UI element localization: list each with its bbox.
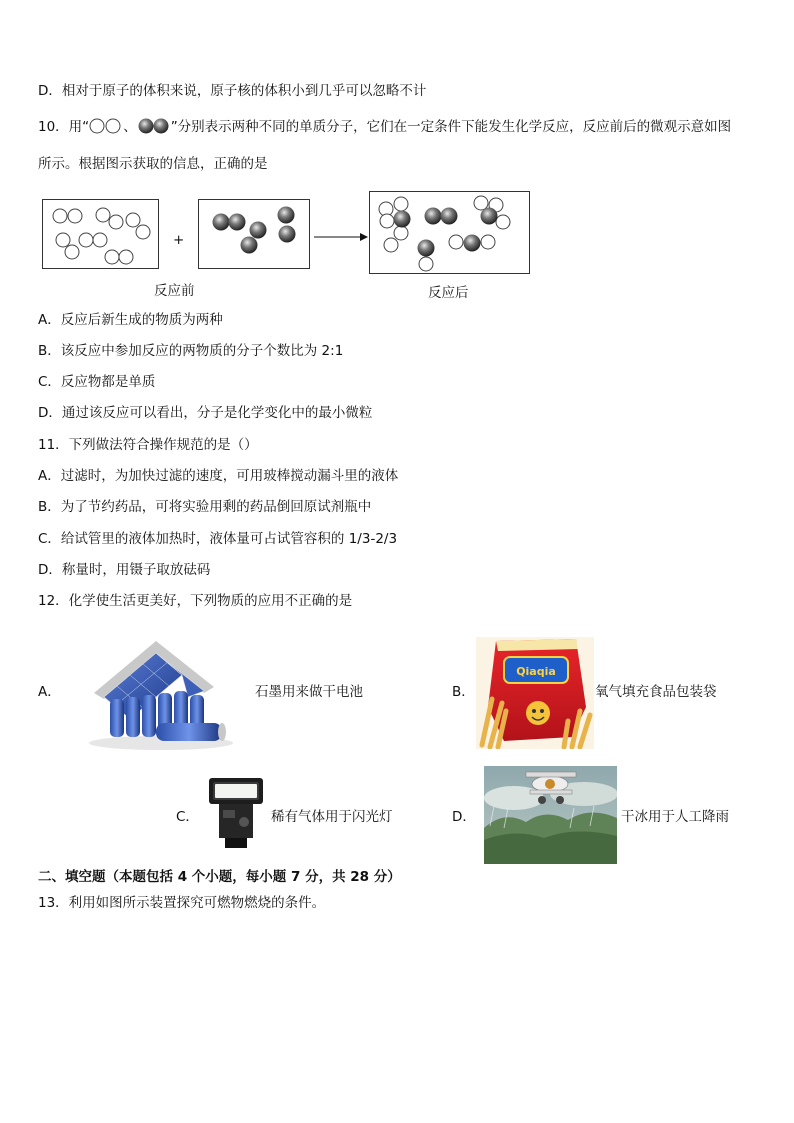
q11-option-b: B．为了节约药品，可将实验用剩的药品倒回原试剂瓶中 (38, 499, 372, 515)
product-box (369, 191, 530, 274)
q12-d-letter: D． (452, 809, 476, 825)
q10-option-d: D．通过该反应可以看出，分子是化学变化中的最小微粒 (38, 405, 373, 421)
camera-flash-image (205, 776, 267, 850)
q10-stem-line1: 10．用“ 、 ”分别表示两种不同的单质分子，它们在一定条件下能发生化学反应，反应前后的微观示意如图 (38, 119, 732, 135)
q12-b-text: 氧气填充食品包装袋 (595, 684, 717, 700)
q12-stem: 12．化学使生活更美好，下列物质的应用不正确的是 (38, 593, 353, 609)
white-molecules-group (43, 200, 158, 268)
q11-stem: 11．下列做法符合操作规范的是（） (38, 437, 258, 453)
q12-c-letter: C． (176, 809, 199, 825)
product-molecules-group (370, 192, 529, 273)
snack-brand: Qiaqia (516, 665, 556, 678)
before-label: 反应前 (154, 283, 195, 299)
q12-a-text: 石墨用来做干电池 (255, 684, 363, 700)
after-label: 反应后 (428, 285, 469, 301)
q11-option-d: D．称量时，用镊子取放砝码 (38, 562, 211, 578)
q9-option-d: D．相对于原子的体积来说，原子核的体积小到几乎可以忽略不计 (38, 83, 427, 99)
solar-house-battery-image (86, 635, 236, 751)
q11-option-a: A．过滤时，为加快过滤的速度，可用玻棒搅动漏斗里的液体 (38, 468, 399, 484)
snack-bag-image (476, 637, 594, 749)
cloud-seeding-plane-image (484, 766, 617, 864)
q10-option-b: B．该反应中参加反应的两物质的分子个数比为 2:1 (38, 343, 344, 359)
q11-option-c: C．给试管里的液体加热时，液体量可占试管容积的 1/3-2/3 (38, 531, 398, 547)
q10-option-a: A．反应后新生成的物质为两种 (38, 312, 223, 328)
q12-b-letter: B． (452, 684, 475, 700)
reactant-box-dark (198, 199, 310, 269)
dark-molecule-icon (137, 118, 171, 134)
q10-stem-line2: 所示。根据图示获取的信息，正确的是 (38, 156, 268, 172)
reactant-box-white (42, 199, 159, 269)
q10-option-c: C．反应物都是单质 (38, 374, 156, 390)
q12-d-text: 干冰用于人工降雨 (621, 809, 729, 825)
q12-c-text: 稀有气体用于闪光灯 (271, 809, 393, 825)
white-molecule-icon (89, 118, 123, 134)
plus-sign: + (173, 232, 185, 248)
section2-heading: 二、填空题（本题包括 4 个小题，每小题 7 分，共 28 分） (38, 869, 401, 885)
reaction-arrow-icon (314, 231, 368, 243)
dark-molecules-group (199, 200, 309, 268)
q13-stem: 13．利用如图所示装置探究可燃物燃烧的条件。 (38, 895, 326, 911)
q12-a-letter: A． (38, 684, 61, 700)
